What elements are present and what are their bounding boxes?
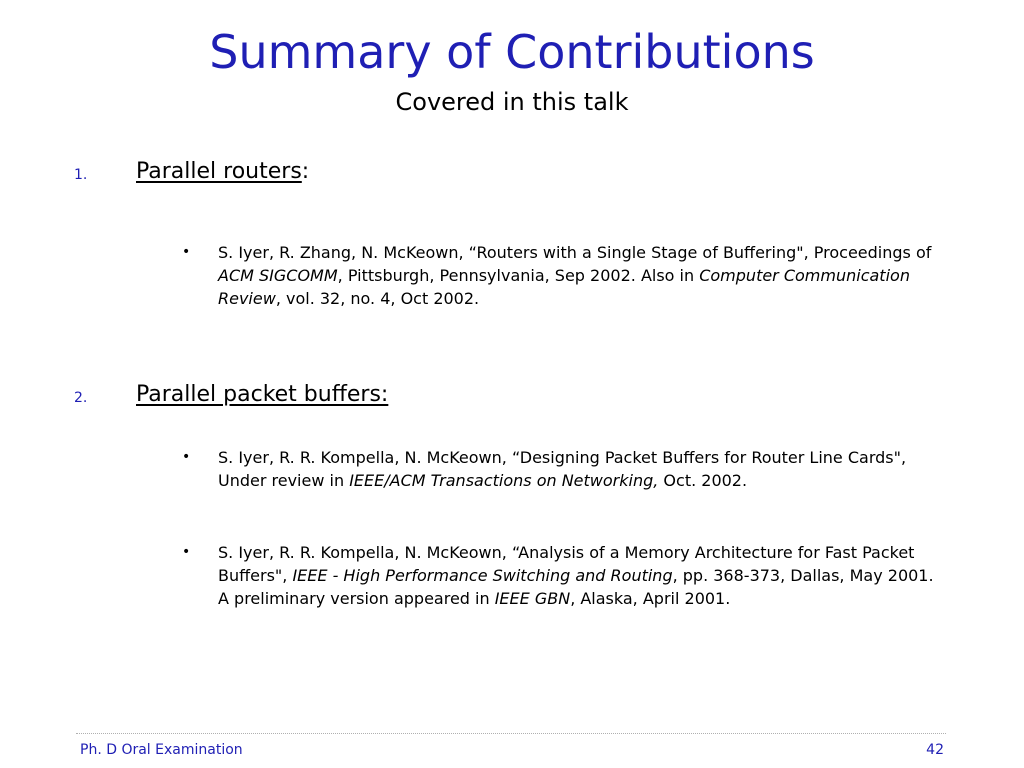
bullet-icon: • [182, 244, 191, 260]
section-number: 1. [74, 167, 88, 183]
reference-text: , vol. 32, no. 4, Oct 2002. [275, 289, 480, 308]
footer-divider [76, 733, 946, 734]
bullet-icon: • [182, 544, 191, 560]
slide-subtitle: Covered in this talk [395, 88, 629, 116]
footer-page-number: 42 [926, 742, 944, 758]
reference-venue: ACM SIGCOMM [218, 266, 338, 285]
section-heading-suffix: : [301, 159, 310, 184]
section-heading-text: Parallel routers [136, 159, 302, 184]
reference-venue: IEEE/ACM Transactions on Networking, [349, 471, 659, 490]
section-number: 2. [74, 390, 88, 406]
bullet-icon: • [182, 449, 191, 465]
reference-venue: IEEE GBN [494, 589, 571, 608]
reference-item [218, 241, 938, 310]
reference-text: Oct. 2002. [658, 471, 748, 490]
section-heading-parallel-routers [136, 158, 309, 186]
reference-text: , Alaska, April 2001. [570, 589, 731, 608]
slide-title: Summary of Contributions [209, 25, 815, 79]
reference-text: , Pittsburgh, Pennsylvania, Sep 2002. Also in [337, 266, 700, 285]
footer-presentation-title: Ph. D Oral Examination [80, 742, 243, 758]
reference-text: S. Iyer, R. Zhang, N. McKeown, “Routers with a Single Stage of Buffering", Proceedings of [218, 243, 932, 262]
reference-text: S. Iyer, R. R. Kompella, N. McKeown, “Analysis of a Memory Architecture for Fast Packet Buffers", [218, 543, 915, 585]
section-heading-text: Parallel packet buffers: [136, 382, 389, 407]
reference-text: S. Iyer, R. R. Kompella, N. McKeown, “Designing Packet Buffers for Router Line Cards", Under review in [218, 448, 907, 490]
reference-venue: Computer Communication Review [218, 266, 910, 308]
section-heading-parallel-packet-buffers [136, 381, 388, 409]
reference-venue: IEEE - High Performance Switching and Routing [292, 566, 673, 585]
reference-text: , pp. 368-373, Dallas, May 2001. A preliminary version appeared in [218, 566, 934, 608]
reference-item [218, 446, 938, 492]
reference-item [218, 541, 938, 610]
